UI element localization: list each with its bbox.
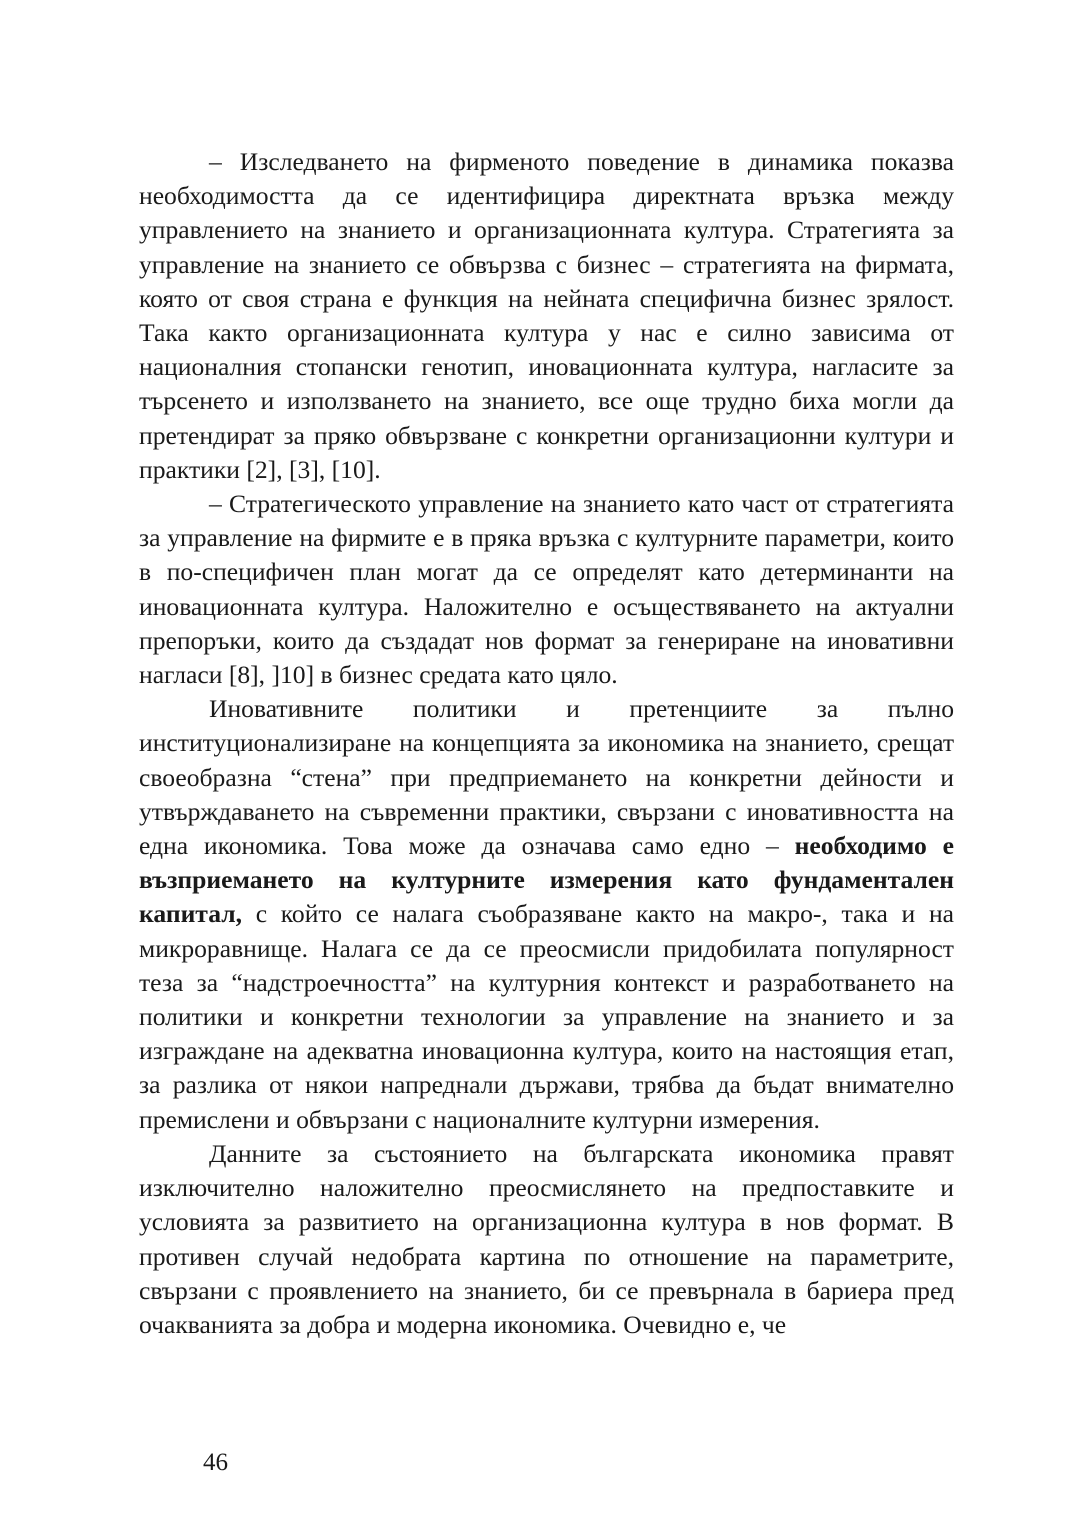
page-number: 46	[203, 1449, 228, 1476]
emphasized-text: необходимо е възприемането на културните измерения като фундаментален капитал,	[139, 831, 954, 929]
paragraph-text: – Изследването на фирменото поведение в динамика показва необходимостта да се идентифицира директната връзка между управлението на знанието и организационната култура. Стратегията за управление на знанието се обвързва с бизнес – стратегията на фирмата, която от своя страна е функция на нейната специфична бизнес зрялост. Така както организационната култура у нас е силно зависима от националния стопански генотип, иновационната култура, нагласите за търсенето и използването на знанието, все още трудно биха могли да претендират за пряко обвързване с конкретни организационни култури и практики [2], [3], [10].	[139, 147, 954, 484]
paragraph-innovative-policies	[139, 692, 954, 1137]
paragraph-text: с който се налага съобразяване както на макро-, така и на микроравнище. Налага се да се преосмисли придобилата популярност теза за “надстроечността” на културния контекст и разработването на политики и конкретни технологии за управление на знанието и за изграждане на адекватна иновационна култура, които на настоящия етап, за разлика от някои напреднали държави, трябва да бъдат внимателно премислени и обвързани с националните културни измерения.	[139, 899, 954, 1134]
paragraph-strategic-management	[139, 487, 954, 692]
paragraph-bulgarian-economy	[139, 1137, 954, 1342]
body-text	[139, 145, 954, 1342]
paragraph-text: – Стратегическото управление на знанието като част от стратегията за управление на фирмите е в пряка връзка с културните параметри, които в по-специфичен план могат да се определят като детерминанти на иновационната култура. Наложително е осъществяването на актуални препоръки, които да създадат нов формат за генериране на иновативни нагласи [8], ]10] в бизнес средата като цяло.	[139, 489, 954, 690]
paragraph-text: Иновативните политики и претенциите за пълно институционализиране на концепцията за икономика на знанието, срещат своеобразна “стена” при предприемането на конкретни дейности и утвърждаването на съвременни практики, свързани с иновативността на една икономика. Това може да означава само едно –	[139, 694, 954, 861]
paragraph-knowledge-culture-link	[139, 145, 954, 487]
paragraph-text: Данните за състоянието на българската икономика правят изключително наложително преосмислянето на предпоставките и условията за развитието на организационна култура в нов формат. В противен случай недобрата картина по отношение на параметрите, свързани с проявлението на знанието, би се превърнала в бариера пред очакванията за добра и модерна икономика. Очевидно е, че	[139, 1138, 954, 1339]
